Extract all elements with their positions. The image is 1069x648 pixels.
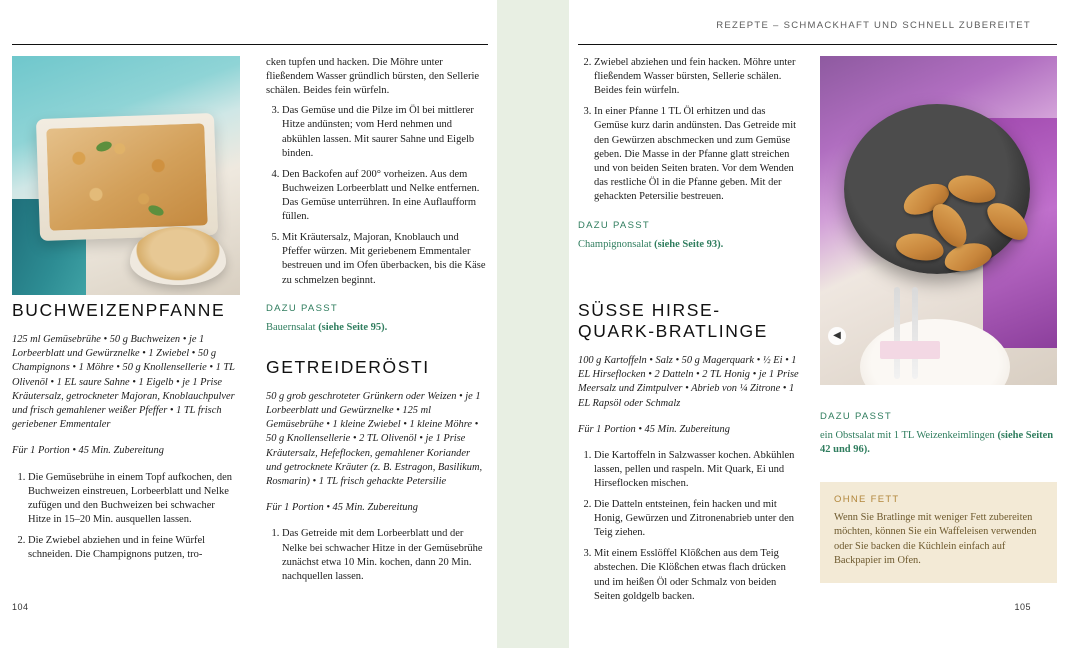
- step-item: 1. Die Gemüsebrühe in einem Topf aufkochen, den Buchweizen einstreuen, Lorbeerblatt und Nelke zufügen und den Buchweizen bei schwacher Hitze in 15–20 Min. ausquellen lassen.: [28, 471, 240, 528]
- photo-baking-dish: [36, 113, 218, 241]
- photo-fork: [894, 287, 900, 379]
- tip-box-heading: OHNE FETT: [834, 494, 900, 505]
- ingredients-hirse-quark-bratlinge: 100 g Kartoffeln • Salz • 50 g Magerquark • ½ Ei • 1 EL Hirseflocken • 2 Datteln • 2 TL Honig • je 1 Prise Meersalz und Zimtpulver • Abrieb von ¼ Zitrone • 1 EL Rapsöl oder Schmalz: [578, 355, 799, 409]
- page-title-getreideroesti: GETREIDERÖSTI: [266, 356, 430, 377]
- step-item: 3. In einer Pfanne 1 TL Öl erhitzen und das Gemüse kurz darin andünsten. Das Getreide mit den Gewürzen abschmecken und zum Gemüse geben. Die Masse in der Pfanne glatt streichen und von beiden Seiten braten. Vor dem Wenden das restliche Öl in die Pfanne geben. Mit der gehackten Petersilie bestreuen.: [594, 105, 800, 204]
- running-head: REZEPTE – SCHMACKHAFT UND SCHNELL ZUBEREITET: [716, 20, 1031, 31]
- title-line-1: SÜSSE HIRSE-: [578, 300, 721, 320]
- dazu-text-plain: Bauernsalat: [266, 321, 319, 333]
- photo-bratling: [894, 230, 946, 264]
- buchweizenpfanne-photo: [12, 56, 240, 295]
- steps-buchweizenpfanne-cont: [266, 104, 488, 287]
- portion-getreideroesti: Für 1 Portion • 45 Min. Zubereitung: [266, 502, 418, 514]
- step-item: 2. Die Datteln entsteinen, fein hacken und mit Honig, Gewürzen und Zitronenabrieb unter den Teig ziehen.: [594, 498, 800, 541]
- header-rule-left: [12, 44, 488, 45]
- continuation-lead: cken tupfen und hacken. Die Möhre unter fließendem Wasser gründlich bürsten, den Sellerie schälen. Beides fein würfeln.: [266, 57, 480, 97]
- dazu-passt-heading: DAZU PASST: [266, 302, 338, 314]
- dazu-text-reference: (siehe Seite 93).: [654, 238, 724, 250]
- center-gutter: [497, 0, 569, 648]
- dazu-passt-heading: DAZU PASST: [578, 219, 650, 231]
- step-item: 4. Den Backofen auf 200° vorheizen. Aus dem Buchweizen Lorbeerblatt und Nelke entfernen. Das Gemüse unterrühren. In eine Auflaufform füllen.: [282, 168, 488, 225]
- page-number-right: 105: [1014, 602, 1031, 612]
- page-title-hirse-quark-bratlinge: [578, 300, 800, 342]
- steps-getreideroesti-cont: [578, 56, 800, 205]
- step-item: 1. Die Kartoffeln in Salzwasser kochen. Abkühlen lassen, pellen und raspeln. Mit Quark, Ei und Hirseflocken mischen.: [594, 449, 800, 492]
- step-item: 2. Die Zwiebel abziehen und in feine Würfel schneiden. Die Champignons putzen, tro-: [28, 534, 240, 562]
- left-arrow-icon: ◀: [828, 327, 846, 345]
- ingredients-buchweizenpfanne: 125 ml Gemüsebrühe • 50 g Buchweizen • je 1 Lorbeerblatt und Gewürznelke • 1 Zwiebel • 50 g Champignons • 1 Möhre • 50 g Knollensellerie • 1 TL Olivenöl • 1 EL saure Sahne • 1 Eigelb • je 1 Prise Kräutersalz, getrockneter Majoran, Knoblauchpulver und frisch gemahlener weißer Pfeffer • 1 TL frisch geriebener Emmentaler: [12, 334, 235, 431]
- dazu-text-reference: (siehe Seiten 42 und 96).: [820, 430, 1054, 456]
- tip-box-text: Wenn Sie Bratlinge mit weniger Fett zubereiten möchten, können Sie ein Waffeleisen verwenden oder Sie backen die Küchlein einfach auf Backpapier im Ofen.: [834, 512, 1037, 567]
- title-line-2: QUARK-BRATLINGE: [578, 321, 768, 341]
- dazu-passt-text: [266, 321, 488, 335]
- photo-bowl: [130, 227, 226, 285]
- step-item: 3. Das Gemüse und die Pilze im Öl bei mittlerer Hitze andünsten; vom Herd nehmen und abkühlen lassen. Mit saurer Sahne und Eigelb binden.: [282, 104, 488, 161]
- hirse-quark-bratlinge-photo: [820, 56, 1057, 385]
- step-item: 5. Mit Kräutersalz, Majoran, Knoblauch und Pfeffer würzen. Mit geriebenem Emmentaler bestreuen und im Ofen überbacken, bis die Käse zu schmelzen beginnt.: [282, 231, 488, 288]
- column-getreideroesti-cont: [578, 56, 800, 252]
- dazu-passt-heading: DAZU PASST: [820, 411, 892, 422]
- tip-box-ohne-fett: [820, 482, 1057, 583]
- step-item: 3. Mit einem Esslöffel Klößchen aus dem Teig abstechen. Die Klößchen etwas flach drücken und im heißen Öl oder Schmalz von beiden Seiten goldgelb backen.: [594, 547, 800, 604]
- steps-getreideroesti: [266, 527, 488, 584]
- photo-bratling: [946, 171, 998, 206]
- photo-pan: [844, 104, 1030, 274]
- portion-hirse-quark-bratlinge: Für 1 Portion • 45 Min. Zubereitung: [578, 423, 730, 435]
- photo-knife: [912, 287, 918, 379]
- portion-buchweizenpfanne: Für 1 Portion • 45 Min. Zubereitung: [12, 445, 164, 457]
- photo-ribbon: [880, 341, 940, 359]
- dazu-passt-text: [578, 238, 800, 252]
- column-continuation-getreideroesti: [266, 56, 488, 591]
- column-buchweizenpfanne: [12, 300, 240, 569]
- ingredients-getreideroesti: 50 g grob geschroteter Grünkern oder Weizen • je 1 Lorbeerblatt und Gewürznelke • 125 ml Gemüsebrühe • 1 kleine Zwiebel • 1 kleine Möhre • 50 g Knollensellerie • 2 TL Olivenöl • je 1 Prise Kräutersalz, Hefeflocken, gemahlener Koriander und getrocknete Kräuter (z. B. Estragon, Basilikum, Rosmarin) • 1 TL frisch gehackte Petersilie: [266, 390, 483, 488]
- column-right-sidebar: [820, 410, 1057, 457]
- dazu-text-plain: Champignonsalat: [578, 238, 655, 250]
- column-hirse-quark-bratlinge: [578, 300, 800, 610]
- step-item: 2. Zwiebel abziehen und fein hacken. Möhre unter fließendem Wasser bürsten, Sellerie schälen. Beides fein würfeln.: [594, 56, 800, 99]
- page-number-left: 104: [12, 602, 29, 612]
- steps-hirse-quark-bratlinge: [578, 449, 800, 604]
- step-item: 1. Das Getreide mit dem Lorbeerblatt und der Nelke bei schwacher Hitze in der Gemüsebrühe zunächst etwa 10 Min. kochen, dann 20 Min. nachquellen lassen.: [282, 527, 488, 584]
- page-title-buchweizenpfanne: BUCHWEIZENPFANNE: [12, 300, 226, 320]
- dazu-text-reference: (siehe Seite 95).: [318, 321, 388, 333]
- header-rule-right: [578, 44, 1057, 45]
- dazu-text-plain: ein Obstsalat mit 1 TL Weizenkeimlingen: [820, 430, 998, 442]
- dazu-passt-text: [820, 429, 1057, 457]
- steps-buchweizenpfanne: [12, 471, 240, 563]
